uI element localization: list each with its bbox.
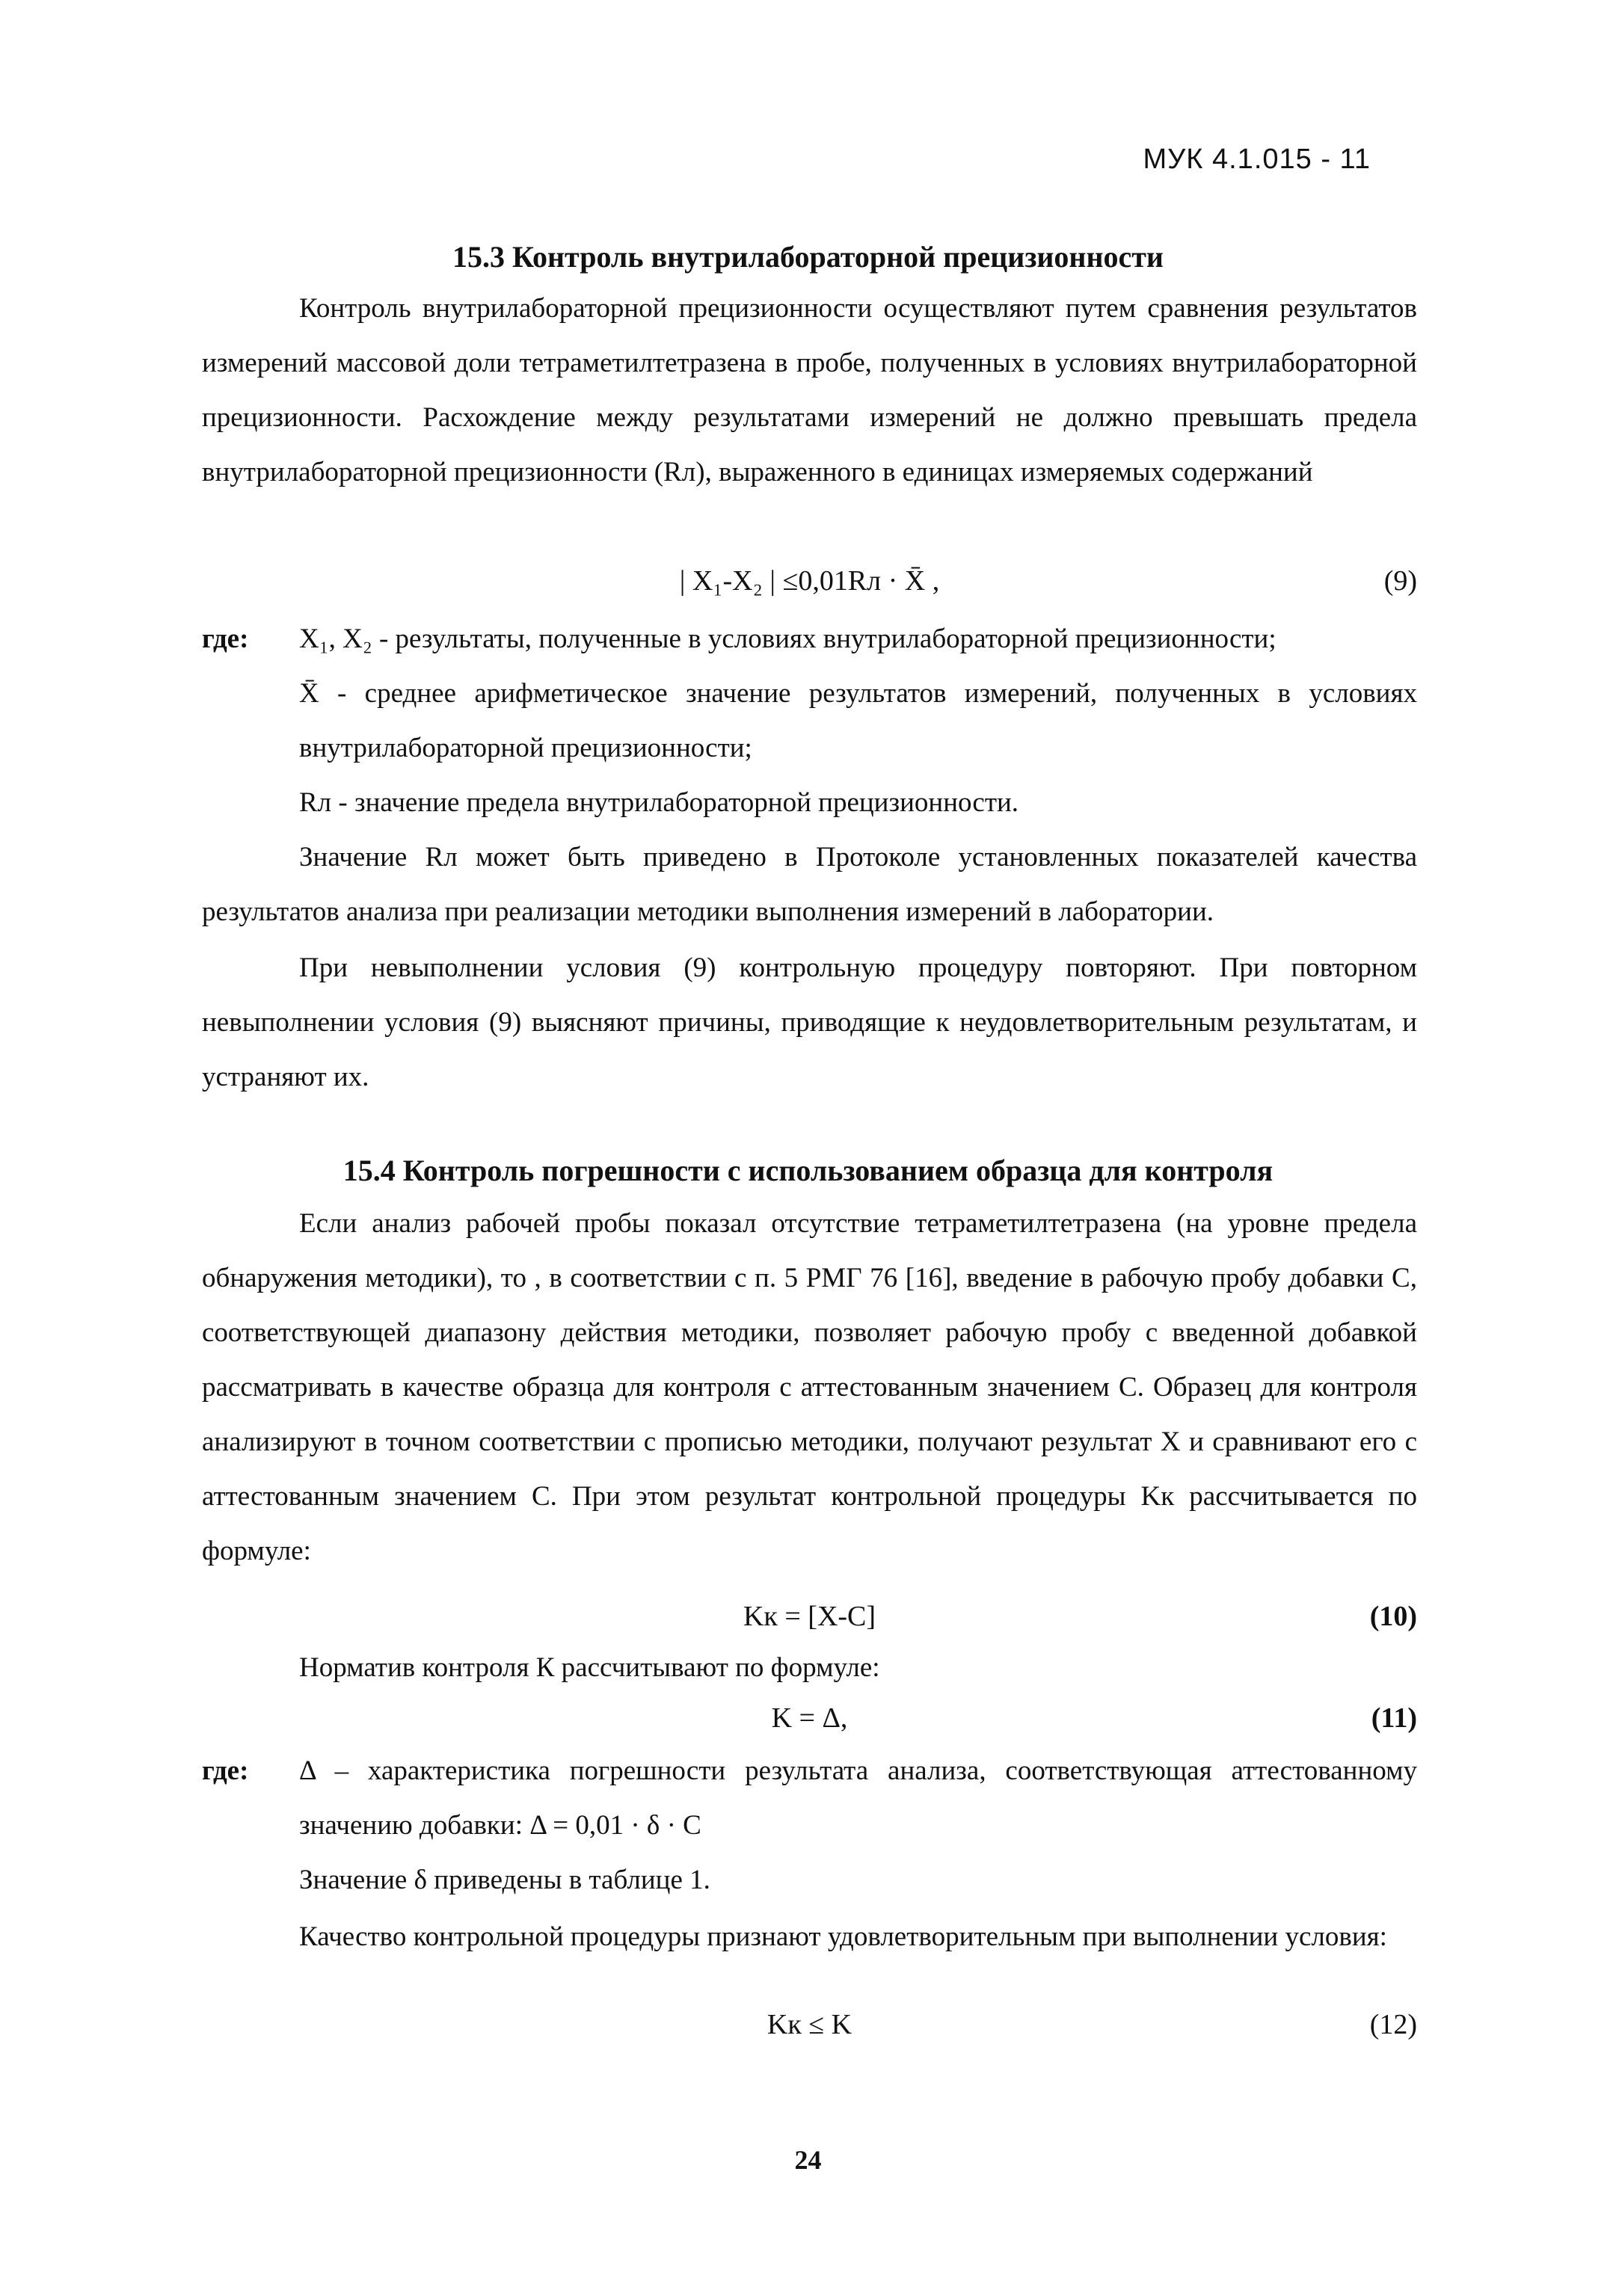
where-item-delta: Δ – характеристика погрешности результата анализа, соответствующая аттестованному значению добавки: Δ = 0,01 · δ · C: [299, 1755, 1417, 1841]
formula-10-number: (10): [1369, 1601, 1417, 1632]
section-15-3-title: 15.3 Контроль внутрилабораторной прецизионности: [452, 240, 1164, 274]
section-15-4-paragraph-2: Норматив контроля К рассчитывают по формуле:: [299, 1652, 880, 1683]
section-15-3-paragraph-3: При невыполнении условия (9) контрольную процедуру повторяют. При повторном невыполнении условия (9) выясняют причины, приводящие к неудовлетворительным результатам, и устраняют их.: [202, 952, 1417, 1092]
section-15-4-title: 15.4 Контроль погрешности с использованием образца для контроля: [342, 1154, 1274, 1187]
where-label-2: где:: [202, 1755, 249, 1786]
section-15-4-paragraph-4: Качество контрольной процедуры признают удовлетворительным при выполнении условия:: [299, 1921, 1387, 1952]
formula-12-expression: Kк ≤ K: [766, 2009, 852, 2040]
formula-10-expression: Kк = [X-C]: [743, 1601, 876, 1632]
section-15-4-paragraph-3: Значение δ приведены в таблице 1.: [299, 1865, 710, 1895]
where-item-rl: Rл - значение предела внутрилабораторной прецизионности.: [299, 787, 1019, 818]
document-code: МУК 4.1.015 - 11: [1143, 144, 1371, 175]
formula-9-expression: | X₁-X₂ | ≤0,01Rл · X̄ ,: [679, 565, 940, 597]
formula-12-number: (12): [1369, 2009, 1417, 2040]
formula-9-number: (9): [1383, 565, 1417, 597]
page-number: 24: [794, 2145, 822, 2175]
formula-11-expression: K = Δ,: [771, 1702, 848, 1734]
where-item-x-mean: X̄ - среднее арифметическое значение результатов измерений, полученных в условиях внутрилабораторной прецизионности;: [299, 678, 1417, 763]
where-item-x1-x2: X₁, X₂ - результаты, полученные в условиях внутрилабораторной прецизионности;: [299, 624, 1276, 654]
section-15-3-paragraph-1: Контроль внутрилабораторной прецизионности осуществляют путем сравнения результатов измерений массовой доли тетраметилтетразена в пробе, полученных в условиях внутрилабораторной прецизионности. Расхождение между результатами измерений не должно превышать предела внутрилабораторной прецизионности (Rл), выраженного в единицах измеряемых содержаний: [202, 293, 1417, 487]
section-15-4-paragraph-1: Если анализ рабочей пробы показал отсутствие тетраметилтетразена (на уровне предела обнаружения методики), то , в соответствии с п. 5 РМГ 76 [16], введение в рабочую пробу добавки С, соответствующей диапазону действия методики, позволяет рабочую пробу с введенной добавкой рассматривать в качестве образца для контроля с аттестованным значением С. Образец для контроля анализируют в точном соответствии с прописью методики, получают результат X и сравнивают его с аттестованным значением С. При этом результат контрольной процедуры Kк рассчитывается по формуле:: [202, 1208, 1417, 1566]
where-label: где:: [202, 624, 249, 654]
formula-11-number: (11): [1371, 1702, 1417, 1734]
section-15-3-paragraph-2: Значение Rл может быть приведено в Протоколе установленных показателей качества результатов анализа при реализации методики выполнения измерений в лаборатории.: [202, 842, 1417, 927]
